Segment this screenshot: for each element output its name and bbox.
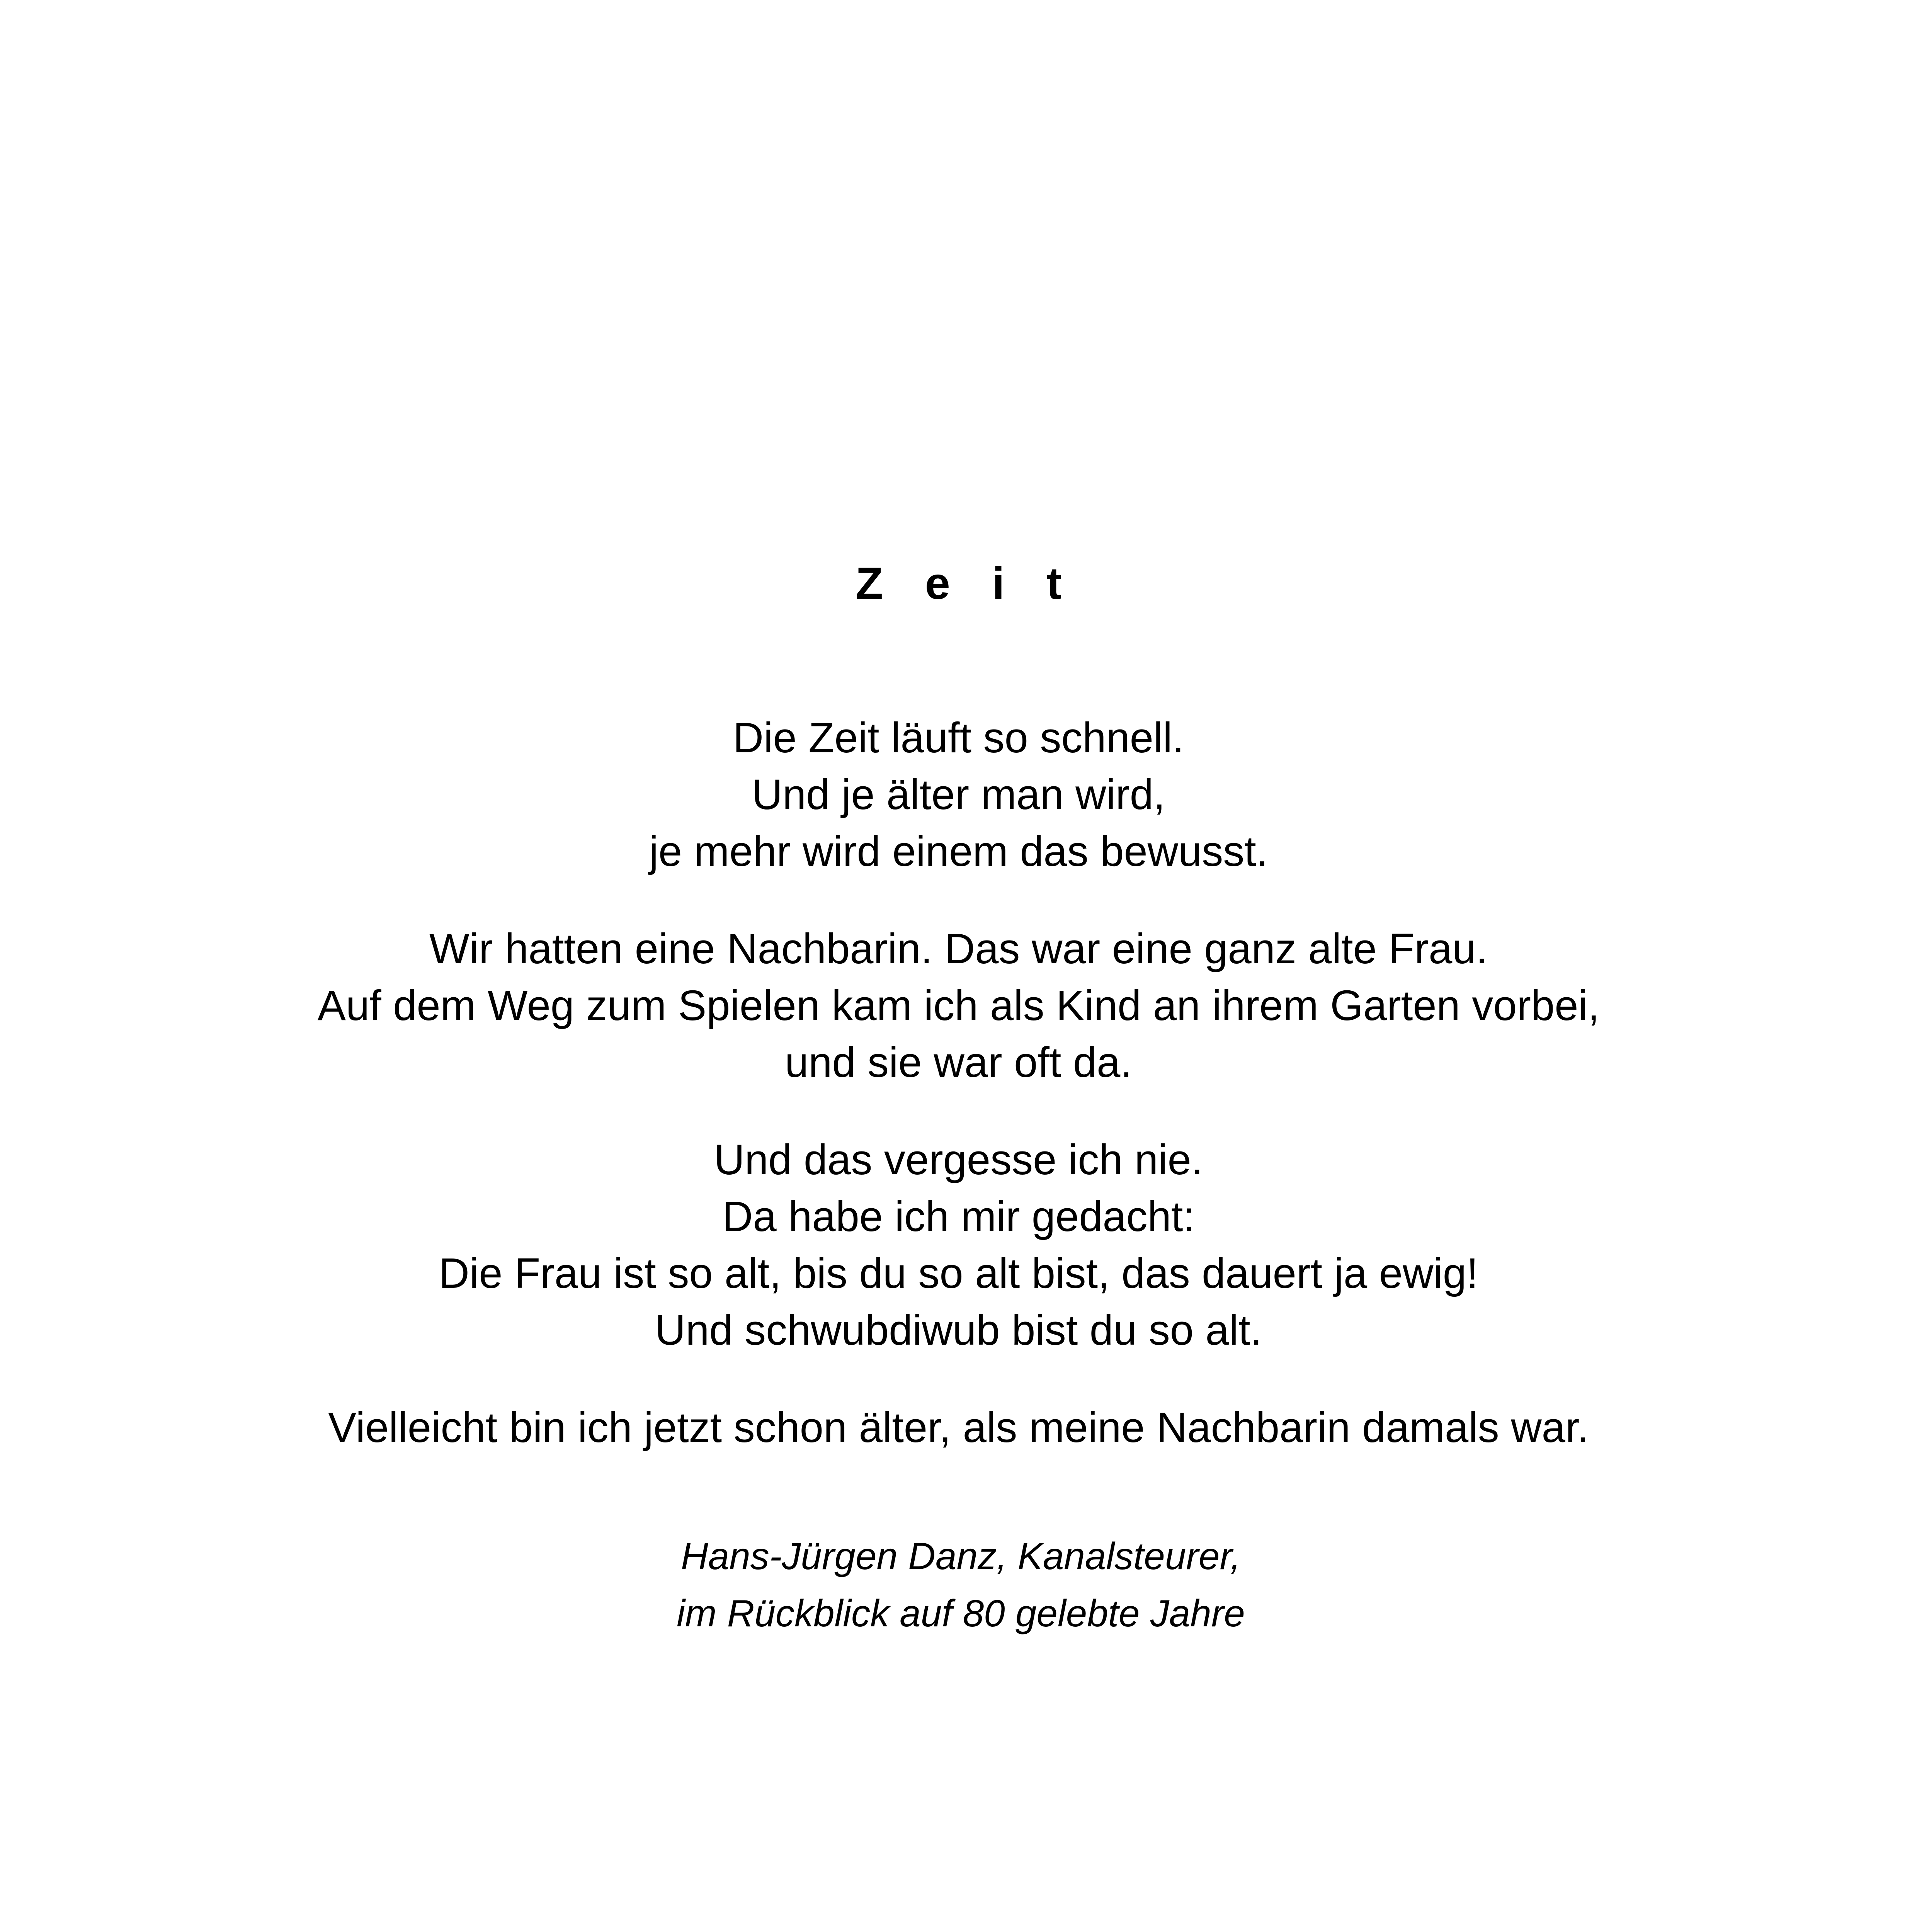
author-name-line: Hans-Jürgen Danz, Kanalsteurer, <box>681 1535 1241 1577</box>
poem-line: Und das vergesse ich nie. <box>714 1136 1203 1184</box>
stanza-4 <box>0 1399 1917 1456</box>
stanza-2 <box>0 920 1917 1091</box>
stanza-3 <box>0 1131 1917 1359</box>
poem-line: Die Zeit läuft so schnell. <box>733 714 1184 762</box>
poem-line: Und je älter man wird, <box>752 771 1165 818</box>
poem-line: Auf dem Weg zum Spielen kam ich als Kind an ihrem Garten vorbei, <box>317 982 1600 1029</box>
poem-line: Wir hatten eine Nachbarin. Das war eine ganz alte Frau. <box>429 925 1488 973</box>
poem-line: und sie war oft da. <box>785 1039 1132 1086</box>
poem-title: Z e i t <box>855 558 1077 609</box>
poem-line: Vielleicht bin ich jetzt schon älter, als meine Nachbarin damals war. <box>328 1404 1589 1451</box>
poem-line: Die Frau ist so alt, bis du so alt bist, das dauert ja ewig! <box>439 1250 1478 1297</box>
stanza-1 <box>0 709 1917 880</box>
author-context-line: im Rückblick auf 80 gelebte Jahre <box>677 1592 1245 1634</box>
author-signature <box>0 1527 1917 1642</box>
poem-line: Da habe ich mir gedacht: <box>722 1193 1195 1240</box>
poem-line: je mehr wird einem das bewusst. <box>649 828 1268 875</box>
poem-body <box>0 709 1917 1497</box>
poem-line: Und schwubdiwub bist du so alt. <box>655 1306 1262 1354</box>
